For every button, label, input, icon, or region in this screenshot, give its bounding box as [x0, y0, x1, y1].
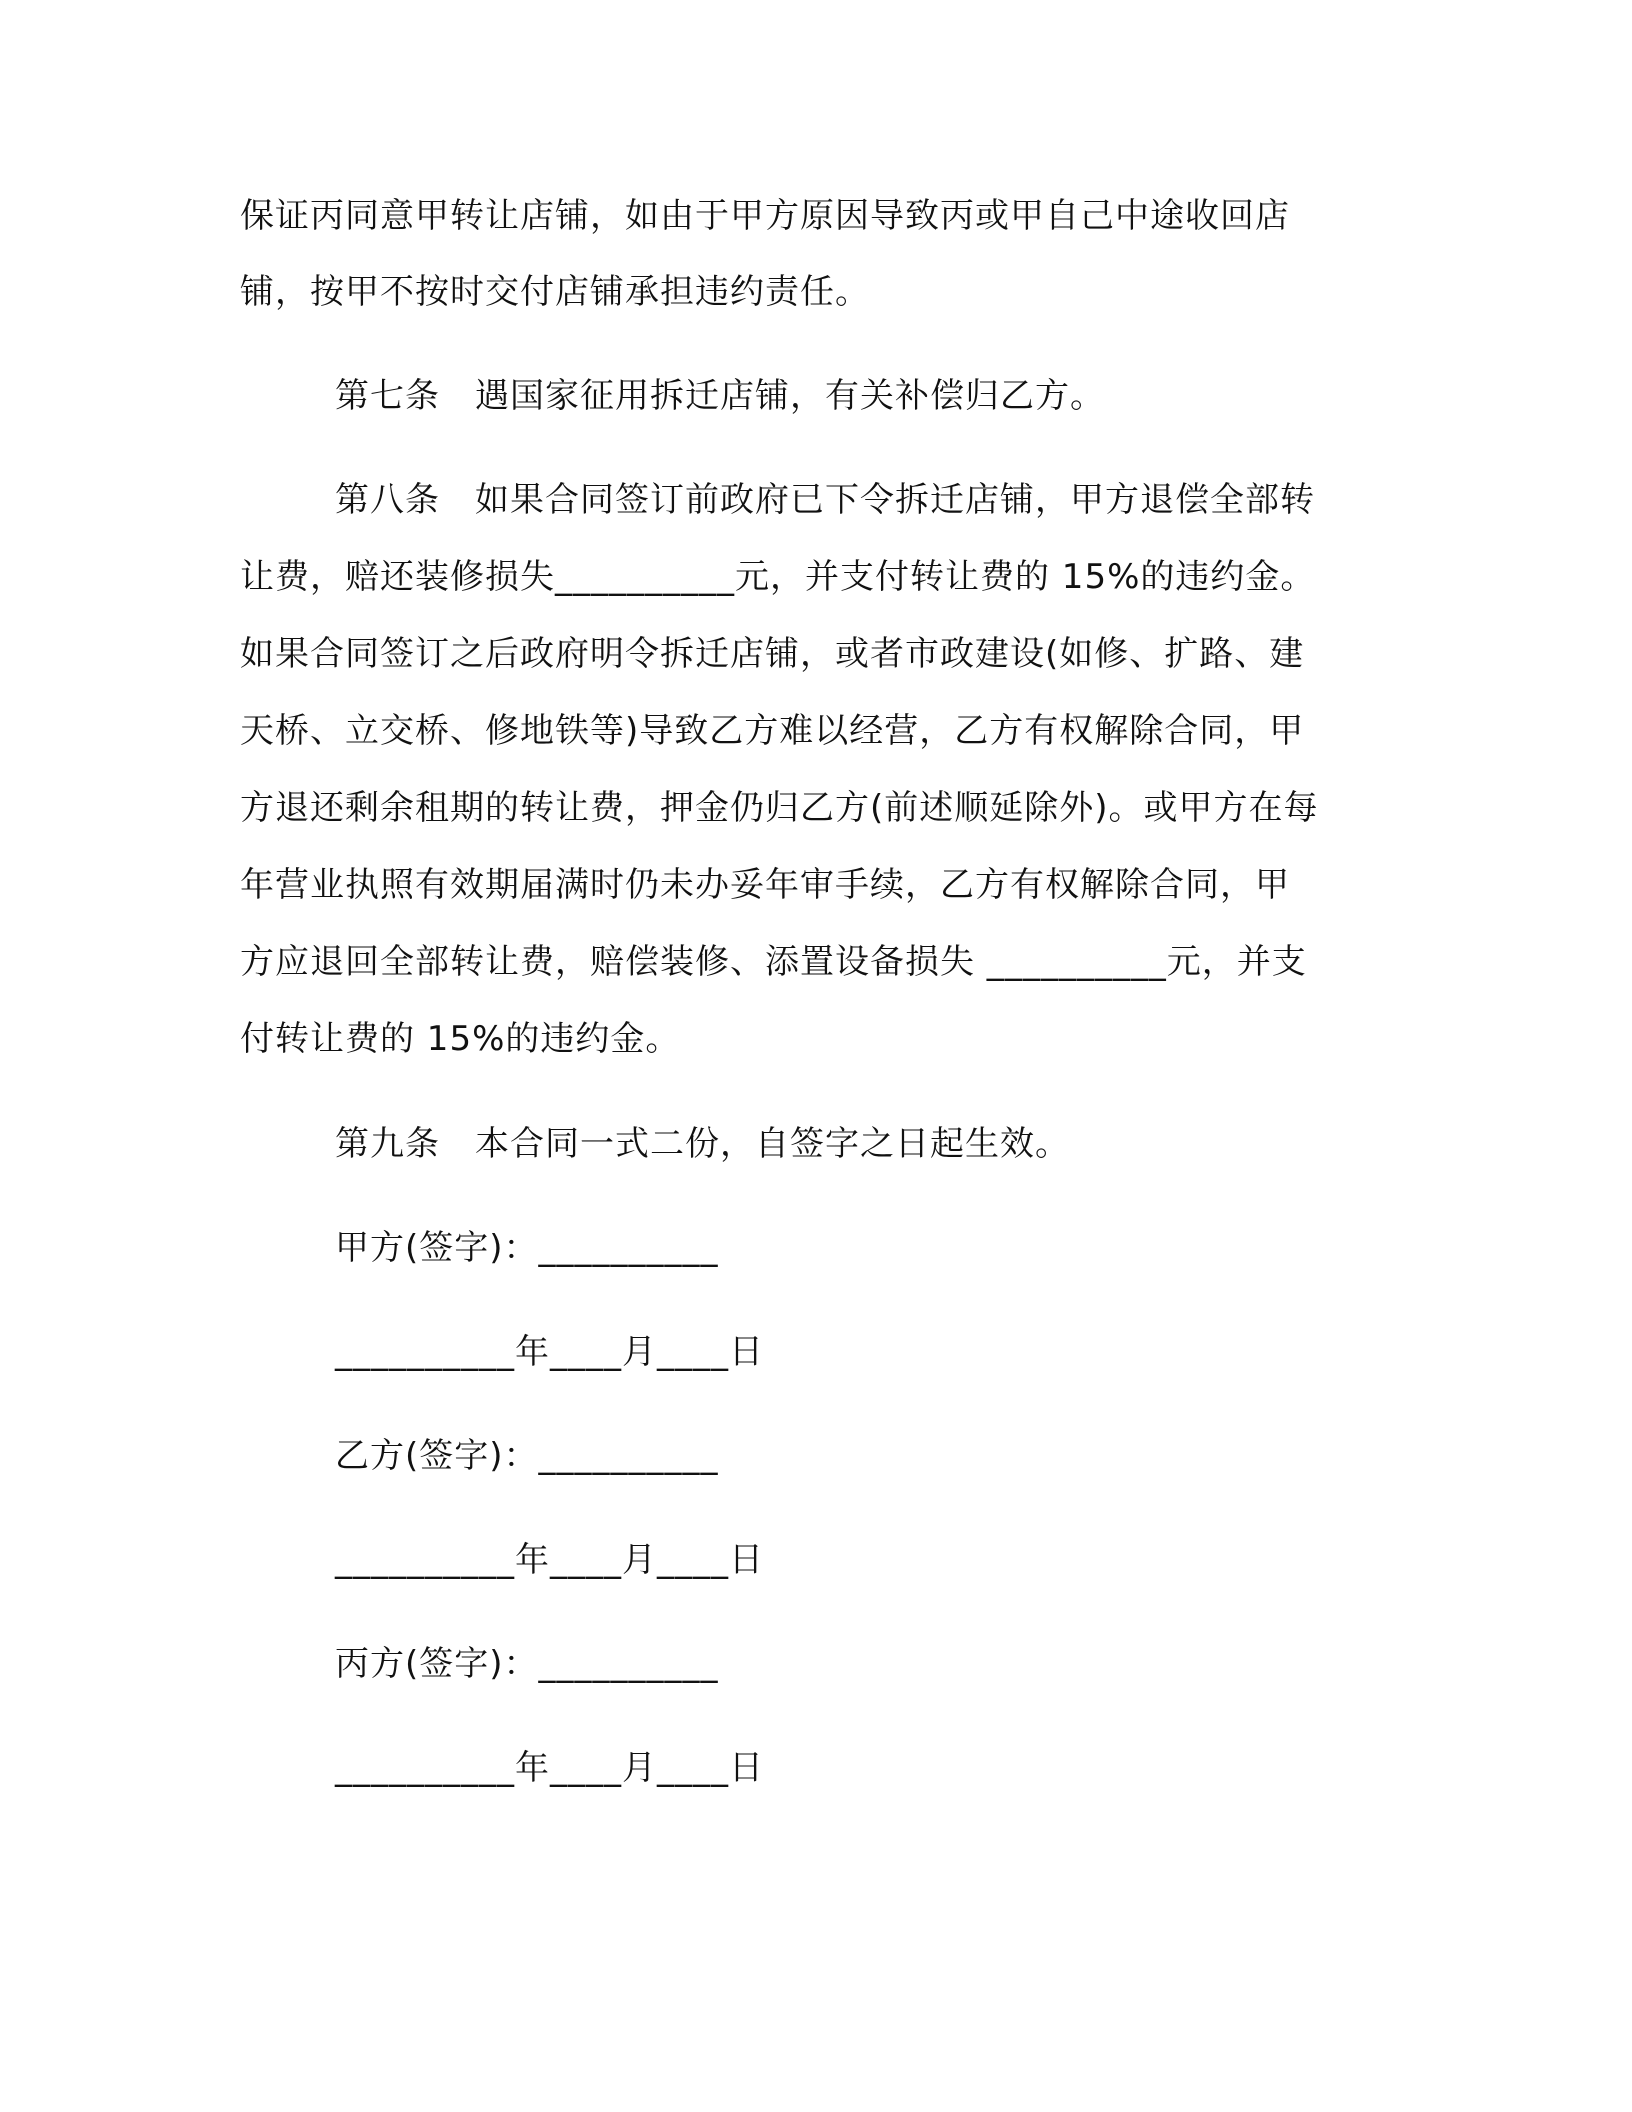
article-8-line-1: 第八条 如果合同签订前政府已下令拆迁店铺，甲方退偿全部转 [335, 480, 1315, 520]
continuation-line-1: 保证丙同意甲转让店铺，如由于甲方原因导致丙或甲自己中途收回店 [240, 196, 1290, 236]
party-c-signature-line: 丙方(签字)：__________ [335, 1644, 719, 1684]
party-a-date-line: __________年____月____日 [335, 1332, 764, 1372]
party-c-date-line: __________年____月____日 [335, 1748, 764, 1788]
article-8-line-4: 天桥、立交桥、修地铁等)导致乙方难以经营，乙方有权解除合同，甲 [240, 711, 1305, 751]
article-8-line-5: 方退还剩余租期的转让费，押金仍归乙方(前述顺延除外)。或甲方在每 [240, 788, 1319, 828]
article-8-line-3: 如果合同签订之后政府明令拆迁店铺，或者市政建设(如修、扩路、建 [240, 634, 1305, 674]
article-8-line-2: 让费，赔还装修损失__________元，并支付转让费的 15%的违约金。 [240, 557, 1316, 597]
article-7-line-1: 第七条 遇国家征用拆迁店铺，有关补偿归乙方。 [335, 376, 1105, 416]
party-a-signature-line: 甲方(签字)：__________ [335, 1228, 719, 1268]
article-9-line-1: 第九条 本合同一式二份，自签字之日起生效。 [335, 1124, 1070, 1164]
article-8-line-8: 付转让费的 15%的违约金。 [240, 1019, 681, 1059]
party-b-signature-line: 乙方(签字)：__________ [335, 1436, 719, 1476]
article-8-line-7: 方应退回全部转让费，赔偿装修、添置设备损失 __________元，并支 [240, 942, 1307, 982]
continuation-line-2: 铺，按甲不按时交付店铺承担违约责任。 [240, 272, 870, 312]
article-8-line-6: 年营业执照有效期届满时仍未办妥年审手续，乙方有权解除合同，甲 [240, 865, 1290, 905]
party-b-date-line: __________年____月____日 [335, 1540, 764, 1580]
